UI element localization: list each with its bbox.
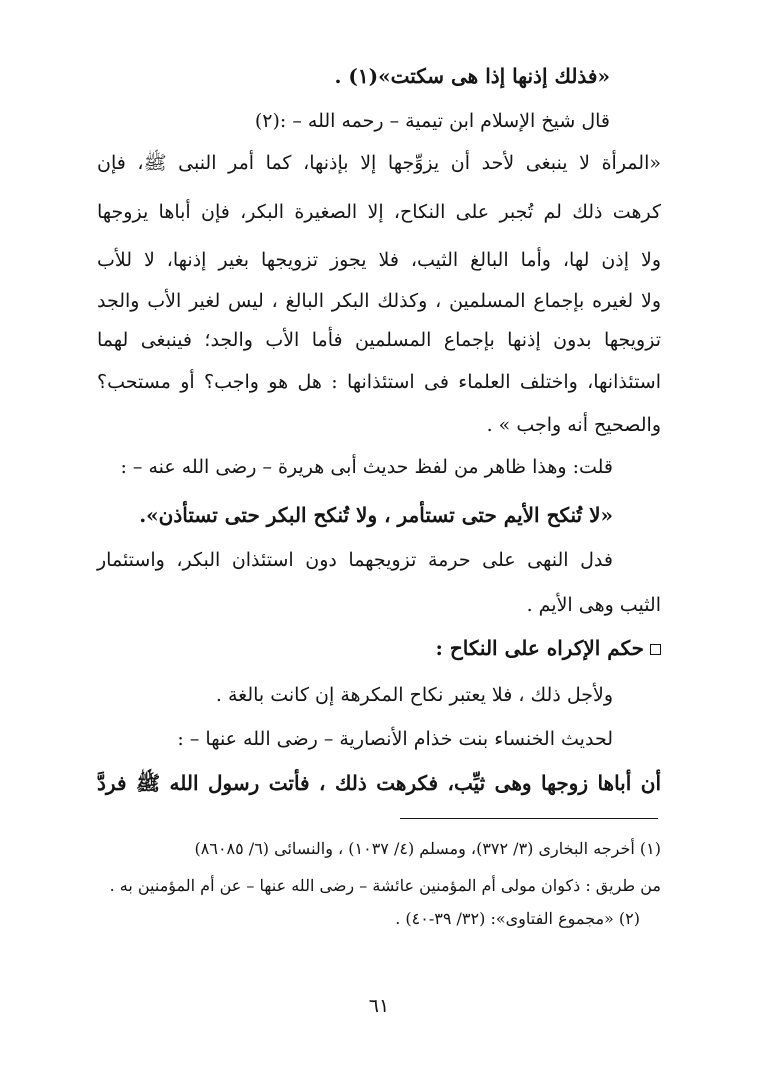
- body-line: ولأجل ذلك ، فلا يعتبر نكاح المكرهة إن كانت بالغة .: [215, 684, 613, 706]
- hadith-line: «لا تُنكح الأيم حتى تستأمر ، ولا تُنكح البكر حتى تستأذن».: [139, 503, 613, 527]
- footnote-line: (١) أخرجه البخارى (٣/ ٣٧٢)، ومسلم (٤/ ١٠٣٧) ، والنسائى (٦/ ٨٦٠٨٥): [194, 839, 661, 858]
- section-heading-text: حكم الإكراه على النكاح :: [435, 636, 644, 660]
- body-line: ولا لغيره بإجماع المسلمين ، وكذلك البكر البالغ ، ليس لغير الأب والجد: [97, 290, 661, 312]
- body-line: قلت: وهذا ظاهر من لفظ حديث أبى هريرة – رضى الله عنه – :: [120, 456, 613, 478]
- page-number: ٦١: [368, 995, 390, 1017]
- section-heading: [436, 633, 661, 663]
- footnote-line: (٢) «مجموع الفتاوى»: (٣٢/ ٣٩-٤٠) .: [395, 909, 640, 928]
- body-line: تزويجها بدون إذنها بإجماع المسلمين فأما الأب والجد؛ فينبغى لهما: [97, 329, 661, 351]
- body-line: كرهت ذلك لم تُجبر على النكاح، إلا الصغيرة البكر، فإن أباها يزوجها: [97, 201, 661, 223]
- footnote-separator: [400, 818, 658, 819]
- attribution-line: قال شيخ الإسلام ابن تيمية – رحمه الله – :(٢): [254, 110, 610, 132]
- body-line: فدل النهى على حرمة تزويجهما دون استئذان البكر، واستئمار: [97, 549, 613, 571]
- body-line: ولا إذن لها، وأما البالغ الثيب، فلا يجوز تزويجها بغير إذنها، لا للأب: [97, 249, 661, 271]
- body-line: استئذانها، واختلف العلماء فى استئذانها : هل هو واجب؟ أو مستحب؟: [97, 371, 661, 393]
- body-line: لحديث الخنساء بنت خذام الأنصارية – رضى الله عنها – :: [177, 728, 613, 750]
- hadith-line: أن أباها زوجها وهى ثيِّب، فكرهت ذلك ، فأتت رسول الله ﷺ فردَّ: [97, 771, 661, 795]
- body-line: الثيب وهى الأيم .: [526, 594, 661, 616]
- quote-line: «فذلك إذنها إذا هى سكتت»(١) .: [334, 64, 610, 88]
- body-line: والصحيح أنه واجب » .: [486, 414, 661, 436]
- footnote-line: من طريق : ذكوان مولى أم المؤمنين عائشة – رضى الله عنها – عن أم المؤمنين به .: [109, 876, 661, 895]
- body-line: «المرأة لا ينبغى لأحد أن يزوِّجها إلا بإذنها، كما أمر النبى ﷺ، فإن: [97, 152, 661, 174]
- square-bullet-icon: [650, 644, 661, 655]
